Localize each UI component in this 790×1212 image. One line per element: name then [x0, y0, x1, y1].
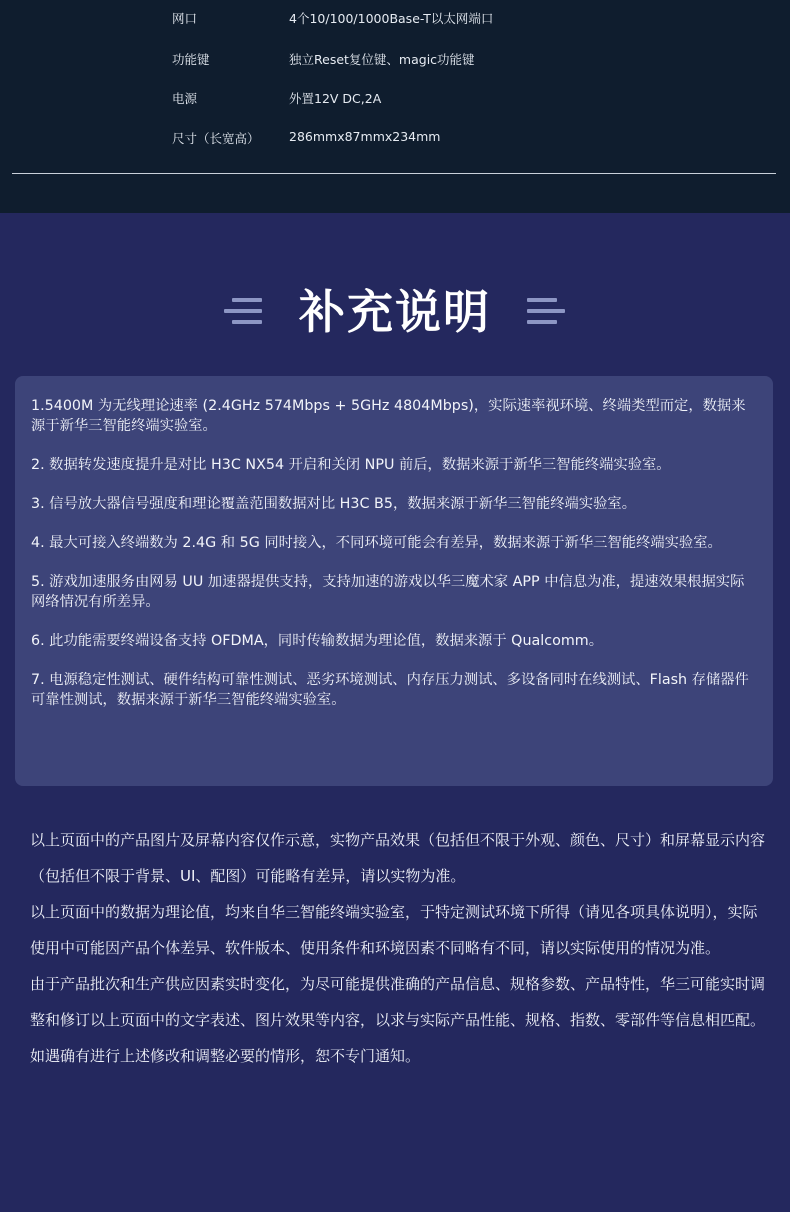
spec-value: 4个10/100/1000Base-T以太网端口: [289, 11, 494, 26]
spec-row-dimensions: [0, 129, 790, 153]
spec-label: 尺寸（长宽高）: [172, 131, 260, 146]
note-item: 5. 游戏加速服务由网易 UU 加速器提供支持，支持加速的游戏以华三魔术家 APP 中信息为准，提速效果根据实际网络情况有所差异。: [31, 574, 745, 610]
note-item: 6. 此功能需要终端设备支持 OFDMA，同时传输数据为理论值，数据来源于 Qualcomm。: [31, 633, 603, 649]
disclaimer-paragraph: 以上页面中的产品图片及屏幕内容仅作示意，实物产品效果（包括但不限于外观、颜色、尺寸）和屏幕显示内容（包括但不限于背景、UI、配图）可能略有差异，请以实物为准。: [30, 831, 766, 885]
note-item: 1.5400M 为无线理论速率 (2.4GHz 574Mbps + 5GHz 4804Mbps)，实际速率视环境、终端类型而定，数据来源于新华三智能终端实验室。: [31, 398, 746, 434]
disclaimer-paragraph: 以上页面中的数据为理论值，均来自华三智能终端实验室，于特定测试环境下所得（请见各项具体说明），实际使用中可能因产品个体差异、软件版本、使用条件和环境因素不同略有不同，请以实际使用的情况为准。: [30, 903, 758, 957]
note-item: 3. 信号放大器信号强度和理论覆盖范围数据对比 H3C B5，数据来源于新华三智能终端实验室。: [31, 496, 636, 512]
spec-value: 独立Reset复位键、magic功能键: [289, 52, 475, 67]
spec-value: 286mmx87mmx234mm: [289, 129, 441, 144]
disclaimer: [30, 822, 765, 1074]
title-deco-right: [527, 298, 567, 326]
note-item: 7. 电源稳定性测试、硬件结构可靠性测试、恶劣环境测试、内存压力测试、多设备同时在线测试、Flash 存储器件可靠性测试，数据来源于新华三智能终端实验室。: [31, 672, 749, 708]
spec-row-buttons: [0, 50, 790, 74]
disclaimer-paragraph: 如遇确有进行上述修改和调整必要的情形，恕不专门通知。: [30, 1047, 421, 1065]
disclaimer-paragraph: 由于产品批次和生产供应因素实时变化，为尽可能提供准确的产品信息、规格参数、产品特性，华三可能实时调整和修订以上页面中的文字表述、图片效果等内容，以求与实际产品性能、规格、指数、零部件等信息相匹配。: [30, 975, 766, 1029]
section-title-wrap: [0, 282, 790, 346]
spec-label: 网口: [172, 11, 198, 26]
spec-row-port: [0, 9, 790, 33]
spec-table: [0, 0, 790, 213]
note-item: 2. 数据转发速度提升是对比 H3C NX54 开启和关闭 NPU 前后，数据来源于新华三智能终端实验室。: [31, 457, 671, 473]
section-title: 补充说明: [299, 285, 491, 339]
spec-label: 功能键: [172, 52, 210, 67]
spec-row-power: [0, 89, 790, 113]
spec-label: 电源: [172, 91, 198, 106]
notes-card: [15, 376, 773, 786]
spec-divider: [12, 173, 776, 174]
spec-value: 外置12V DC,2A: [289, 91, 382, 106]
note-item: 4. 最大可接入终端数为 2.4G 和 5G 同时接入，不同环境可能会有差异，数据来源于新华三智能终端实验室。: [31, 535, 722, 551]
